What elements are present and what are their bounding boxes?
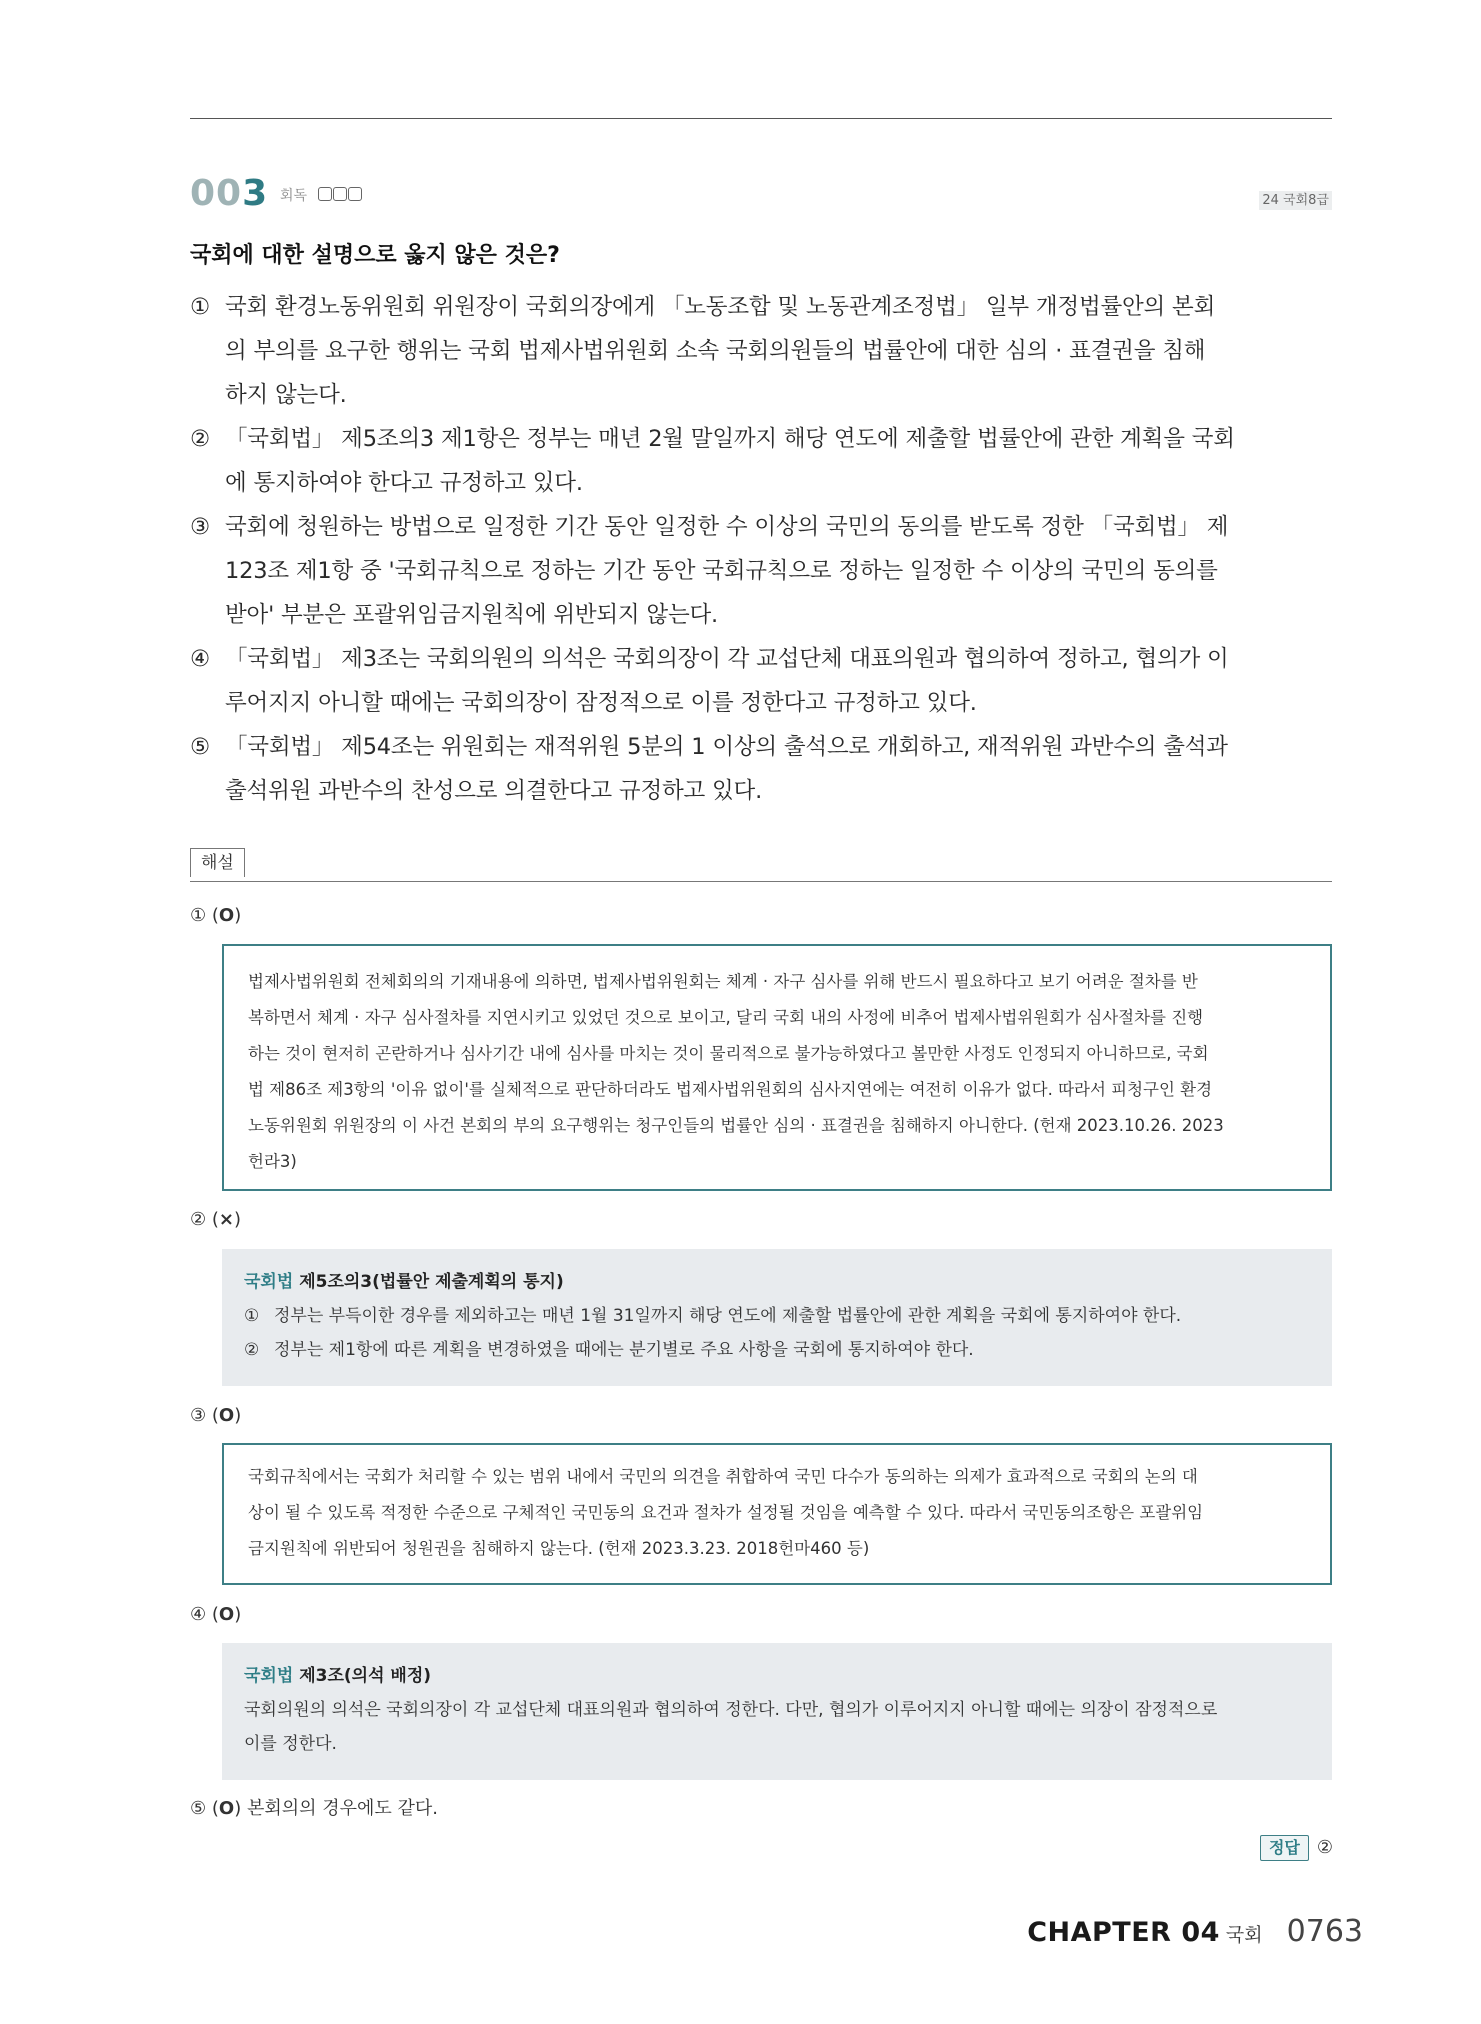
mark-note: 본회의의 경우에도 같다. xyxy=(241,1798,439,1819)
review-checkboxes[interactable] xyxy=(318,187,363,206)
mark-symbol: O xyxy=(218,1604,235,1625)
clause-number: ② xyxy=(244,1340,260,1360)
option-line: 루어지지 아니할 때에는 국회의장이 잠정적으로 이를 정한다고 규정하고 있다. xyxy=(225,690,977,716)
option-line: 「국회법」 제3조는 국회의원의 의석은 국회의장이 각 교섭단체 대표의원과 협의하여 정하고, 협의가 이 xyxy=(225,646,1229,672)
option-1 xyxy=(190,285,1332,417)
option-3 xyxy=(190,505,1332,637)
box-line: 금지원칙에 위반되어 청원권을 침해하지 않는다. (헌재 2023.3.23. 2018헌마460 등) xyxy=(248,1539,870,1558)
mark-symbol: O xyxy=(218,1405,235,1426)
question-number-prefix: 00 xyxy=(190,173,243,214)
mark-symbol: O xyxy=(218,1798,235,1819)
law-line: 이를 정한다. xyxy=(244,1734,337,1754)
law-clause-1 xyxy=(244,1299,1310,1333)
question-number xyxy=(190,172,268,216)
law-name: 국회법 xyxy=(244,1272,294,1292)
law-clause-2 xyxy=(244,1333,1310,1367)
box-line: 법 제86조 제3항의 '이유 없이'를 실체적으로 판단하더라도 법제사법위원회의 심사지연에는 여전히 이유가 없다. 따라서 피청구인 환경 xyxy=(248,1080,1213,1099)
option-number: ① xyxy=(190,294,210,320)
law-box-1 xyxy=(222,1249,1332,1386)
explanation-mark-3: ③ (O) xyxy=(190,1405,242,1426)
explanation-box-1 xyxy=(222,944,1332,1191)
law-article: 제3조(의석 배정) xyxy=(293,1666,432,1686)
box-line: 헌라3) xyxy=(248,1152,297,1171)
explanation-header xyxy=(190,848,1332,882)
option-number: ② xyxy=(190,426,210,452)
answer-value: ② xyxy=(1316,1837,1333,1858)
section-label: 국회 xyxy=(1225,1924,1263,1946)
clause-text: 정부는 부득이한 경우를 제외하고는 매년 1월 31일까지 해당 연도에 제출할 법률안에 관한 계획을 국회에 통지하여야 한다. xyxy=(274,1306,1182,1326)
option-line: 국회 환경노동위원회 위원장이 국회의장에게 「노동조합 및 노동관계조정법」 일부 개정법률안의 본회 xyxy=(225,294,1216,320)
box-line: 법제사법위원회 전체회의의 기재내용에 의하면, 법제사법위원회는 체계 · 자구 심사를 위해 반드시 필요하다고 보기 어려운 절차를 반 xyxy=(248,972,1198,991)
explanation-tab: 해설 xyxy=(190,848,245,877)
mark-symbol: × xyxy=(218,1209,234,1230)
chapter-label: CHAPTER 04 xyxy=(1027,1917,1220,1948)
answer xyxy=(1260,1834,1333,1862)
option-2 xyxy=(190,417,1332,505)
question-number-last: 3 xyxy=(242,173,269,214)
law-name: 국회법 xyxy=(244,1666,294,1686)
option-line: 「국회법」 제54조는 위원회는 재적위원 5분의 1 이상의 출석으로 개회하고, 재적위원 과반수의 출석과 xyxy=(225,734,1228,760)
top-rule xyxy=(190,118,1332,119)
page-footer xyxy=(1027,1910,1363,1958)
option-line: 출석위원 과반수의 찬성으로 의결한다고 규정하고 있다. xyxy=(225,778,763,804)
box-line: 상이 될 수 있도록 적정한 수준으로 구체적인 국민동의 요건과 절차가 설정될 것임을 예측할 수 있다. 따라서 국민동의조항은 포괄위임 xyxy=(248,1503,1204,1522)
question-title: 국회에 대한 설명으로 옳지 않은 것은? xyxy=(190,243,560,268)
law-title xyxy=(244,1265,1310,1299)
box-line: 복하면서 체계 · 자구 심사절차를 지연시키고 있었던 것으로 보이고, 달리 국회 내의 사정에 비추어 법제사법위원회가 심사절차를 진행 xyxy=(248,1008,1204,1027)
box-line: 하는 것이 현저히 곤란하거나 심사기간 내에 심사를 마치는 것이 물리적으로 불가능하였다고 볼만한 사정도 인정되지 아니하므로, 국회 xyxy=(248,1044,1209,1063)
law-article: 제5조의3(법률안 제출계획의 통지) xyxy=(293,1272,564,1292)
option-line: 국회에 청원하는 방법으로 일정한 기간 동안 일정한 수 이상의 국민의 동의를 받도록 정한 「국회법」 제 xyxy=(225,514,1229,540)
explanation-mark-2: ② (×) xyxy=(190,1209,242,1230)
explanation-mark-1: ① (O) xyxy=(190,905,242,926)
option-5 xyxy=(190,725,1332,813)
option-line: 123조 제1항 중 '국회규칙으로 정하는 기간 동안 국회규칙으로 정하는 일정한 수 이상의 국민의 동의를 xyxy=(225,558,1218,584)
review-checkbox-1[interactable] xyxy=(318,187,332,201)
clause-number: ① xyxy=(244,1306,260,1326)
option-line: 에 통지하여야 한다고 규정하고 있다. xyxy=(225,470,583,496)
law-title xyxy=(244,1659,1310,1693)
mark-number: ③ xyxy=(190,1405,207,1426)
box-line: 노동위원회 위원장의 이 사건 본회의 부의 요구행위는 청구인들의 법률안 심의 · 표결권을 침해하지 아니한다. (헌재 2023.10.26. 2023 xyxy=(248,1116,1224,1135)
explanation-rule xyxy=(190,881,1332,882)
mark-number: ① xyxy=(190,905,207,926)
answer-badge: 정답 xyxy=(1260,1835,1309,1861)
option-line: 하지 않는다. xyxy=(225,382,347,408)
explanation-mark-4: ④ (O) xyxy=(190,1604,242,1625)
explanation-mark-5: ⑤ (O) 본회의의 경우에도 같다. xyxy=(190,1798,439,1819)
option-number: ④ xyxy=(190,646,210,672)
option-line: 「국회법」 제5조의3 제1항은 정부는 매년 2월 말일까지 해당 연도에 제출할 법률안에 관한 계획을 국회 xyxy=(225,426,1235,452)
clause-text: 정부는 제1항에 따른 계획을 변경하였을 때에는 분기별로 주요 사항을 국회에 통지하여야 한다. xyxy=(274,1340,974,1360)
option-number: ③ xyxy=(190,514,210,540)
review-checkbox-2[interactable] xyxy=(333,187,347,201)
option-line: 받아' 부분은 포괄위임금지원칙에 위반되지 않는다. xyxy=(225,602,718,628)
review-checkbox-3[interactable] xyxy=(348,187,362,201)
page-number: 0763 xyxy=(1286,1914,1363,1949)
option-line: 의 부의를 요구한 행위는 국회 법제사법위원회 소속 국회의원들의 법률안에 대한 심의 · 표결권을 침해 xyxy=(225,338,1206,364)
explanation-box-2 xyxy=(222,1443,1332,1585)
mark-number: ② xyxy=(190,1209,207,1230)
option-number: ⑤ xyxy=(190,734,210,760)
mark-symbol: O xyxy=(218,905,235,926)
mark-number: ④ xyxy=(190,1604,207,1625)
mark-number: ⑤ xyxy=(190,1798,207,1819)
review-label: 회독 xyxy=(280,188,308,204)
law-box-2 xyxy=(222,1643,1332,1780)
law-line: 국회의원의 의석은 국회의장이 각 교섭단체 대표의원과 협의하여 정한다. 다만, 협의가 이루어지지 아니할 때에는 의장이 잠정적으로 xyxy=(244,1700,1218,1720)
source-tag: 24 국회8급 xyxy=(1259,191,1332,210)
options-list xyxy=(190,285,1332,813)
question-header xyxy=(190,172,1332,218)
box-line: 국회규칙에서는 국회가 처리할 수 있는 범위 내에서 국민의 의견을 취합하여 국민 다수가 동의하는 의제가 효과적으로 국회의 논의 대 xyxy=(248,1467,1198,1486)
option-4 xyxy=(190,637,1332,725)
